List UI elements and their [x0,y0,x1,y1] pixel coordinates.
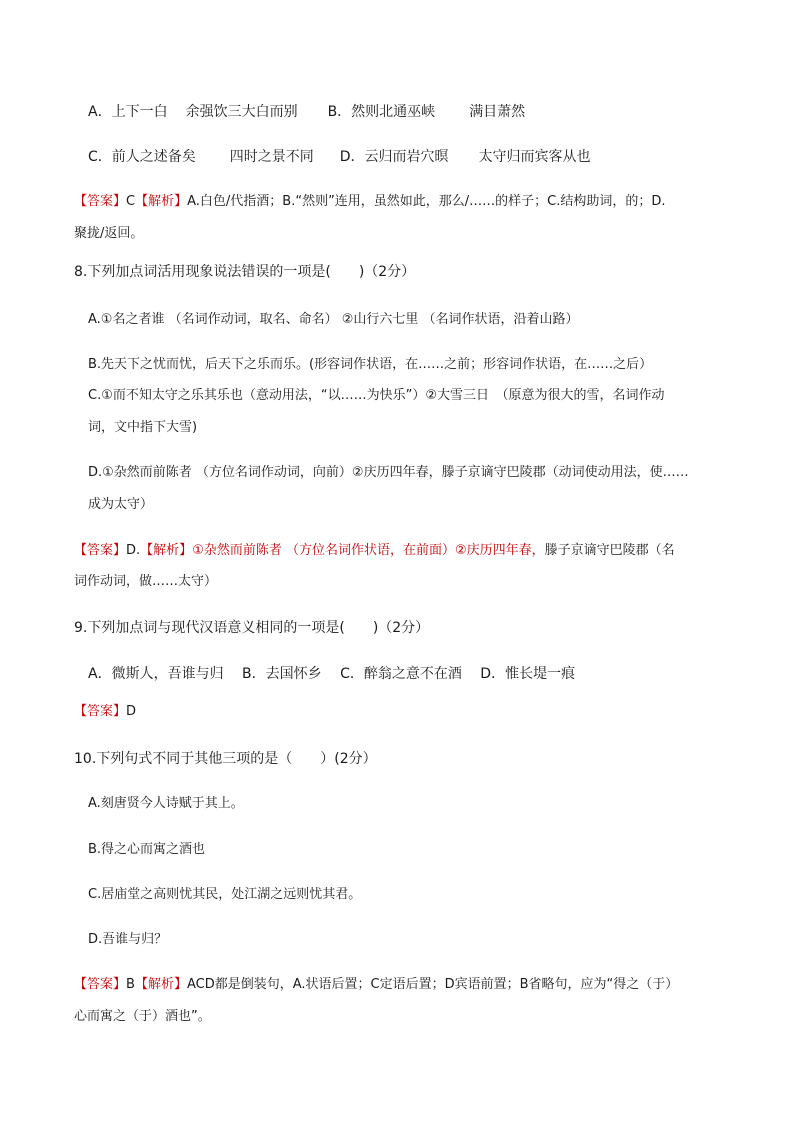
q8-analysis-highlight: ①杂然而前陈者 （方位名词作状语，在前面）②庆历四年春， [192,543,545,558]
q10-option-c: C.居庙堂之高则忧其民，处江湖之远则忧其君。 [88,887,362,902]
q7-option-b-2: 满目萧然 [469,104,526,120]
q7-answer-letter: C [126,194,136,209]
q10-option-a: A.刻唐贤今人诗赋于其上。 [88,796,244,811]
q8-stem: 8.下列加点词活用现象说法错误的一项是( )（2分） [74,264,416,280]
q7-option-a-2: 余强饮三大白而别 [185,104,298,120]
q10-answer-line2: 心而寓之（于）酒也”。 [74,1009,211,1024]
q10-answer-line1 [74,976,678,994]
q8-option-d-line1: D.①杂然而前陈者 （方位名词作动词，向前）②庆历四年春，滕子京谪守巴陵郡（动词使动用法，使…… [88,465,689,480]
q9-answer-letter: D [126,704,137,719]
q7-answer-line1 [74,193,666,211]
q8-option-d-line2: 成为太守） [88,497,154,512]
q7-option-b: B．然则北通巫峡 [327,104,436,120]
answer-label: 【答案】 [74,977,127,992]
q9-options: A．微斯人，吾谁与归 B．去国怀乡 C．醉翁之意不在酒 D．惟长堤一痕 [88,666,576,682]
q8-option-c-line2: 词，文中指下大雪) [88,420,198,435]
q7-answer-line2: 聚拢/返回。 [74,226,144,241]
q8-analysis-text: 滕子京谪守巴陵郡（名 [544,543,675,558]
q10-stem: 10.下列句式不同于其他三项的是（ ）(2分） [74,751,377,767]
q10-answer-letter: B [126,977,135,992]
q7-option-c-2: 四时之景不同 [229,149,314,165]
answer-label: 【答案】 [74,543,127,558]
q8-option-a: A.①名之者谁 （名词作动词，取名、命名） ②山行六七里 （名词作状语，沿着山路） [88,312,579,327]
q9-answer [74,703,136,721]
analysis-label: 【解析】 [140,543,193,558]
q8-answer-line2: 词作动词，做……太守） [74,574,218,589]
q7-analysis-text: A.白色/代指酒；B.“然则”连用，虽然如此，那么/……的样子；C.结构助词，的；D. [187,194,666,209]
q8-answer-line1 [74,542,675,560]
q8-answer-letter: D. [126,543,141,558]
q7-options-row1 [88,103,525,121]
analysis-label: 【解析】 [135,194,188,209]
q7-option-d-2: 太守归而宾客从也 [478,149,591,165]
q8-option-b: B.先天下之忧而忧，后天下之乐而乐。(形容词作状语，在……之前；形容词作状语，在……之后） [88,357,653,372]
analysis-label: 【解析】 [134,977,187,992]
q7-option-a: A．上下一白 [88,104,168,120]
q9-stem: 9.下列加点词与现代汉语意义相同的一项是( )（2分） [74,620,430,636]
q7-options-row2 [88,148,591,166]
q10-option-d: D.吾谁与归？ [88,932,168,947]
q7-option-c: C．前人之述备矣 [88,149,196,165]
q10-option-b: B.得之心而寓之酒也 [88,842,206,857]
q7-option-d: D．云归而岩穴暝 [339,149,449,165]
q8-option-c-line1: C.①而不知太守之乐其乐也（意动用法，“以……为快乐”）②大雪三日 （原意为很大的雪，名词作动 [88,388,665,403]
answer-label: 【答案】 [74,194,127,209]
answer-label: 【答案】 [74,704,127,719]
q10-analysis-text: ACD都是倒装句，A.状语后置；C定语后置；D宾语前置；B省略句，应为“得之（于） [186,977,679,992]
